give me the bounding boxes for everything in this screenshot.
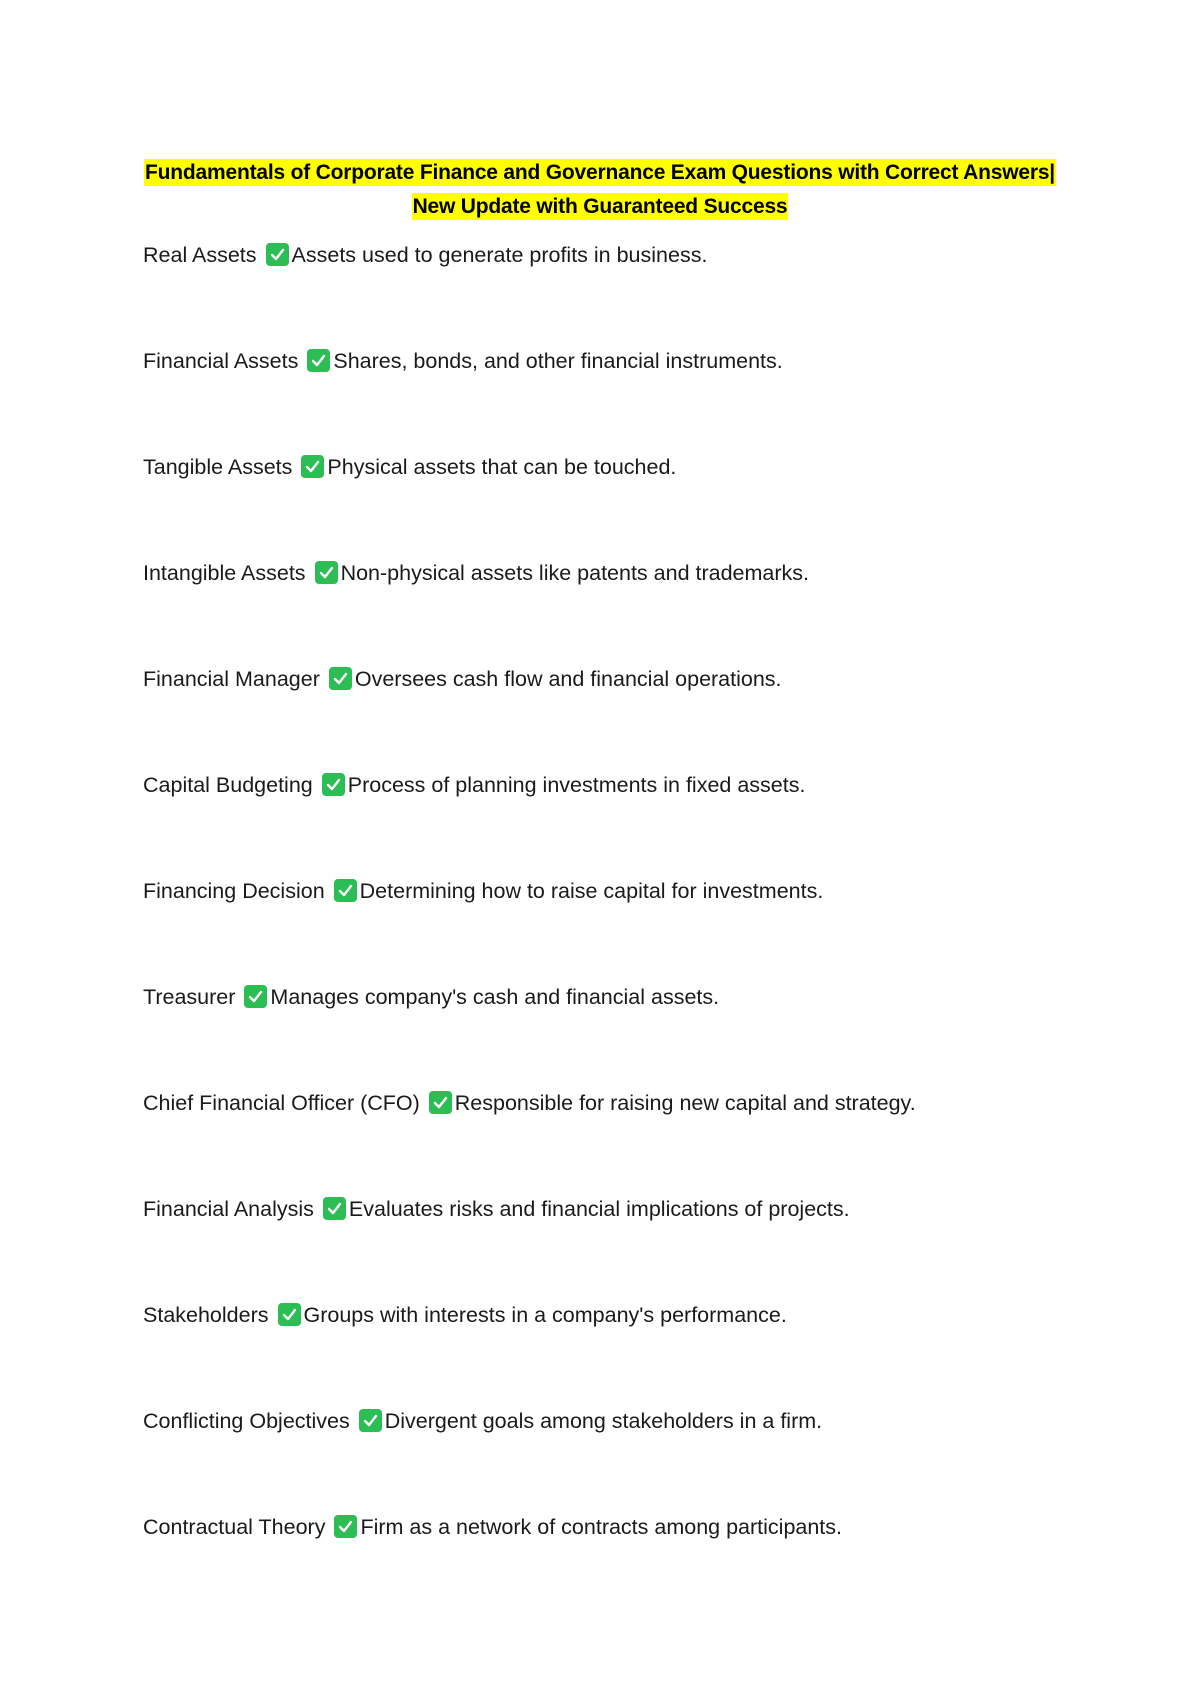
flashcard-entry [143, 346, 1143, 452]
term-label: Intangible Assets [143, 561, 306, 585]
check-mark-icon [429, 1091, 452, 1114]
term-label: Financial Analysis [143, 1197, 314, 1221]
check-mark-icon [359, 1409, 382, 1432]
term-label: Chief Financial Officer (CFO) [143, 1091, 420, 1115]
definition-text: Shares, bonds, and other financial instruments. [333, 349, 783, 373]
definition-text: Physical assets that can be touched. [327, 455, 677, 479]
term-label: Treasurer [143, 985, 236, 1009]
check-mark-icon [315, 561, 338, 584]
term-label: Financing Decision [143, 879, 325, 903]
definition-text: Oversees cash flow and financial operations. [354, 667, 782, 691]
definition-text: Assets used to generate profits in business. [291, 243, 708, 267]
flashcard-entry [143, 240, 1143, 346]
flashcard-entry [143, 876, 1143, 982]
definition-text: Manages company's cash and financial assets. [270, 985, 720, 1009]
term-label: Tangible Assets [143, 455, 293, 479]
definition-text: Process of planning investments in fixed assets. [347, 773, 806, 797]
term-label: Conflicting Objectives [143, 1409, 350, 1433]
term-label: Financial Assets [143, 349, 299, 373]
definition-text: Firm as a network of contracts among participants. [360, 1515, 843, 1539]
flashcard-entry [143, 1406, 1143, 1512]
title-line-2: New Update with Guaranteed Success [412, 195, 788, 218]
flashcard-entry [143, 1300, 1143, 1406]
term-label: Financial Manager [143, 667, 320, 691]
flashcard-entry [143, 1194, 1143, 1300]
title-line-1: Fundamentals of Corporate Finance and Governance Exam Questions with Correct Answers| [145, 161, 1055, 184]
check-mark-icon [301, 455, 324, 478]
definition-text: Groups with interests in a company's performance. [303, 1303, 787, 1327]
term-label: Capital Budgeting [143, 773, 313, 797]
definition-text: Divergent goals among stakeholders in a firm. [384, 1409, 823, 1433]
check-mark-icon [323, 1197, 346, 1220]
flashcard-entry [143, 770, 1143, 876]
definition-text: Determining how to raise capital for investments. [359, 879, 824, 903]
flashcard-entry [143, 558, 1143, 664]
check-mark-icon [334, 1515, 357, 1538]
check-mark-icon [334, 879, 357, 902]
term-label: Stakeholders [143, 1303, 269, 1327]
term-label: Real Assets [143, 243, 257, 267]
term-label: Contractual Theory [143, 1515, 326, 1539]
check-mark-icon [329, 667, 352, 690]
check-mark-icon [322, 773, 345, 796]
flashcard-entry [143, 664, 1143, 770]
definition-text: Non-physical assets like patents and trademarks. [340, 561, 810, 585]
flashcard-list [143, 240, 1143, 1618]
flashcard-entry [143, 1512, 1143, 1618]
check-mark-icon [266, 243, 289, 266]
flashcard-entry [143, 982, 1143, 1088]
flashcard-entry [143, 1088, 1143, 1194]
check-mark-icon [307, 349, 330, 372]
check-mark-icon [244, 985, 267, 1008]
check-mark-icon [278, 1303, 301, 1326]
document-title [140, 156, 1060, 224]
definition-text: Responsible for raising new capital and strategy. [454, 1091, 916, 1115]
definition-text: Evaluates risks and financial implications of projects. [348, 1197, 850, 1221]
flashcard-entry [143, 452, 1143, 558]
